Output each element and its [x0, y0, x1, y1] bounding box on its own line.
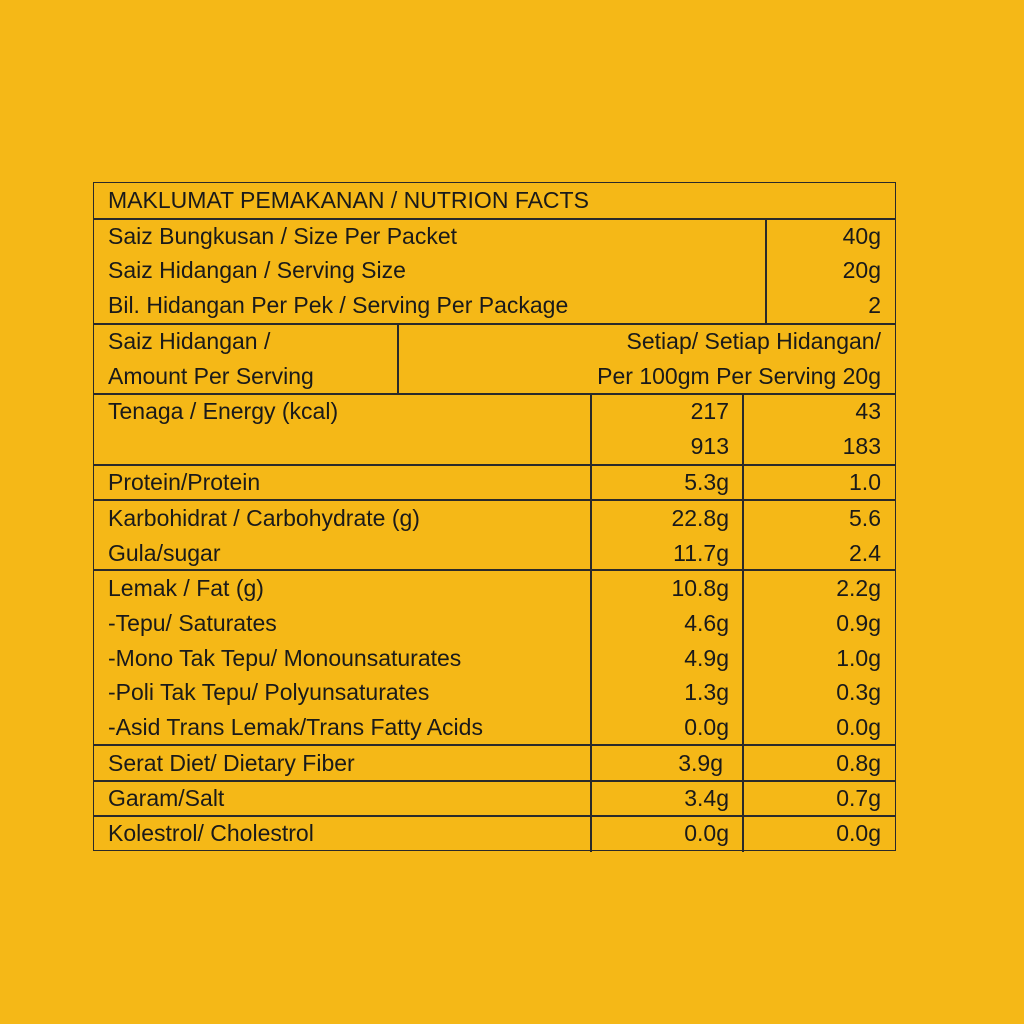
row-per100: 4.9g — [684, 645, 729, 671]
row-label: -Asid Trans Lemak/Trans Fatty Acids — [108, 714, 483, 740]
table-title: MAKLUMAT PEMAKANAN / NUTRION FACTS — [108, 187, 589, 213]
row-per-serving: 5.6 — [849, 505, 881, 531]
row-per100: 4.6g — [684, 610, 729, 636]
size-per-packet-value: 40g — [842, 223, 881, 249]
row-per100: 3.9g — [678, 750, 723, 776]
divider — [94, 569, 895, 571]
row-label: -Tepu/ Saturates — [108, 610, 277, 636]
row-per100: 1.3g — [684, 679, 729, 705]
divider — [590, 393, 592, 852]
row-label: Karbohidrat / Carbohydrate (g) — [108, 505, 420, 531]
row-label: -Poli Tak Tepu/ Polyunsaturates — [108, 679, 430, 705]
row-per100: 22.8g — [671, 505, 729, 531]
row-per-serving: 2.4 — [849, 540, 881, 566]
row-per100: 11.7g — [673, 540, 729, 566]
divider — [397, 323, 399, 393]
row-per100: 913 — [690, 433, 729, 459]
divider — [94, 744, 895, 746]
row-per-serving: 43 — [855, 398, 881, 424]
row-label: -Mono Tak Tepu/ Monounsaturates — [108, 645, 462, 671]
row-label: Garam/Salt — [108, 785, 225, 811]
divider — [94, 464, 895, 466]
row-per100: 217 — [690, 398, 729, 424]
divider — [94, 780, 895, 782]
row-label: Lemak / Fat (g) — [108, 575, 264, 601]
amount-header-line1: Saiz Hidangan / — [108, 328, 271, 354]
divider — [94, 218, 895, 220]
nutrition-facts-table — [93, 182, 896, 851]
row-per-serving: 0.9g — [836, 610, 881, 636]
row-per100: 3.4g — [684, 785, 729, 811]
serving-size-label: Saiz Hidangan / Serving Size — [108, 257, 406, 283]
row-per-serving: 0.0g — [836, 714, 881, 740]
amount-header-line2: Amount Per Serving — [108, 363, 314, 389]
row-label: Gula/sugar — [108, 540, 221, 566]
row-per-serving: 2.2g — [836, 575, 881, 601]
row-per-serving: 0.3g — [836, 679, 881, 705]
columns-header-line2: Per 100gm Per Serving 20g — [597, 363, 881, 389]
row-per100: 10.8g — [671, 575, 729, 601]
row-per100: 0.0g — [684, 820, 729, 846]
row-per-serving: 0.7g — [836, 785, 881, 811]
row-per-serving: 0.0g — [836, 820, 881, 846]
servings-per-package-value: 2 — [868, 292, 881, 318]
row-per100: 5.3g — [684, 469, 729, 495]
divider — [94, 499, 895, 501]
serving-size-value: 20g — [842, 257, 881, 283]
divider — [94, 815, 895, 817]
row-per-serving: 1.0 — [849, 469, 881, 495]
divider — [94, 323, 895, 325]
divider — [765, 218, 767, 323]
row-per100: 0.0g — [684, 714, 729, 740]
size-per-packet-label: Saiz Bungkusan / Size Per Packet — [108, 223, 458, 249]
row-per-serving: 183 — [842, 433, 881, 459]
columns-header-line1: Setiap/ Setiap Hidangan/ — [626, 328, 881, 354]
row-label: Serat Diet/ Dietary Fiber — [108, 750, 355, 776]
row-label: Kolestrol/ Cholestrol — [108, 820, 314, 846]
row-label: Protein/Protein — [108, 469, 261, 495]
row-per-serving: 1.0g — [836, 645, 881, 671]
divider — [94, 393, 895, 395]
servings-per-package-label: Bil. Hidangan Per Pek / Serving Per Package — [108, 292, 569, 318]
row-per-serving: 0.8g — [836, 750, 881, 776]
row-label: Tenaga / Energy (kcal) — [108, 398, 339, 424]
divider — [742, 393, 744, 852]
